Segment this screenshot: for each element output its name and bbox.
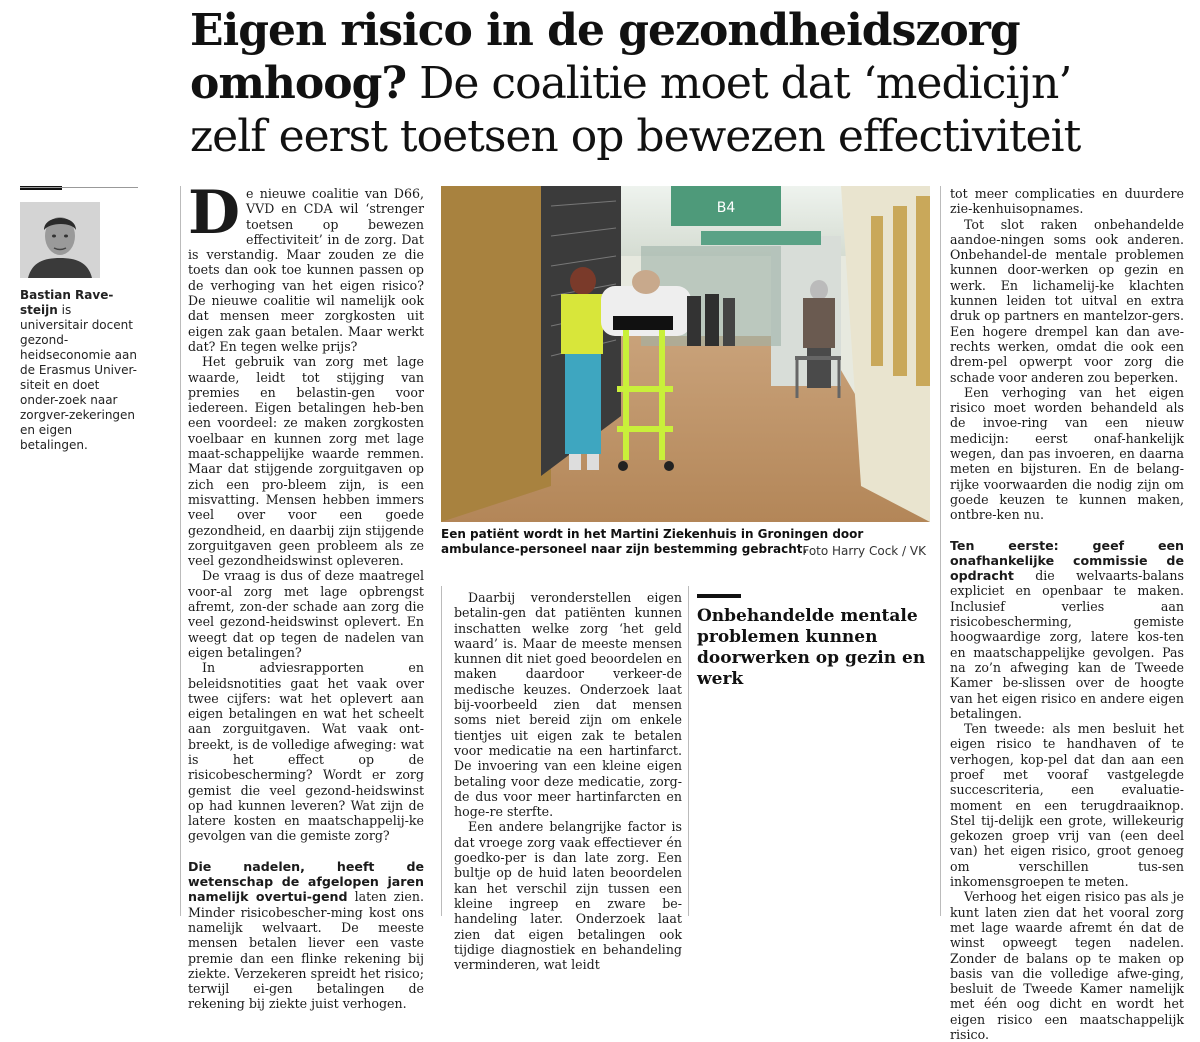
headline-line-2 <box>190 57 1190 110</box>
paragraph-lead <box>950 538 1184 722</box>
dropcap: D <box>188 178 241 248</box>
paragraph: Het gebruik van zorg met lage waarde, leidt tot stijging van premies en belastin-gen voor iedereen. Eigen betalingen heb-ben een voordeel: ze maken zorgkosten voelbaar en kunnen zorg met lage maat-schappelijke waarde remmen. Maar dat stijgende zorguitgaven op zich een pro-bleem zijn, is een misvatting. Mensen hebben immers veel over voor een goede gezondheid, en daarbij zijn stijgende zorguitgaven geen probleem als ze veel gezondheidswinst opleveren. <box>188 354 424 569</box>
article-headline <box>190 4 1190 163</box>
column-divider <box>688 586 689 916</box>
paragraph: De vraag is dus of deze maatregel voor-al zorg met lage opbrengst afremt, zon-der schade aan zorg die veel gezond-heidswinst oplevert. En weegt dat op tegen de nadelen van eigen betalingen? <box>188 568 424 660</box>
paragraph: Een verhoging van het eigen risico moet worden behandeld als de invoe-ring van een nieuw medicijn: eerst onaf-hankelijk wegen, dan pas invoeren, en daarna meten en bijsturen. En de belang-rijke voorwaarden die nodig zijn om goede keuzen te kunnen maken, ontbre-ken nu. <box>950 384 1184 523</box>
paragraph: Verhoog het eigen risico pas als je kunt laten zien dat het vooral zorg met lage waarde afremt én dat de winst opweegt tegen nadelen. Zonder de balans op te maken op basis van die volledige afwe-ging, besluit de Tweede Kamer namelijk met één oog dicht en wordt het eigen risico een maatschappelijk risico. <box>950 889 1184 1042</box>
author-portrait <box>20 202 100 278</box>
pull-quote-rule <box>697 594 741 598</box>
column-c <box>950 186 1184 1042</box>
paragraph: Tot slot raken onbehandelde aandoe-ningen soms ook anderen. Onbehandel-de mentale problemen kunnen door-werken op gezin en werk. En lichamelij-ke klachten kunnen leiden tot uitval en extra druk op partners en mantelzor-gers. Een hogere drempel kan dan ave-rechts werken, omdat die ook een drem-pel opwerpt voor zorg die schade voor anderen zou beperken. <box>950 216 1184 385</box>
pull-quote <box>697 594 927 690</box>
paragraph-text: e nieuwe coalitie van D66, VVD en CDA wil ‘strenger toetsen op bewezen effectiviteit’ in de zorg. Dat is verstandig. Maar zouden ze die toets dan ook toe kunnen passen op de verhoging van het eigen risico? De nieuwe coalitie wil namelijk ook dat mensen meer zorgkosten uit eigen zak gaan betalen. Maar werkt dat? En tegen welke prijs? <box>188 186 424 354</box>
author-name: Bastian Rave-steijn <box>20 288 114 317</box>
hospital-corridor-image <box>441 186 930 522</box>
paragraph: Ten tweede: als men besluit het eigen risico te handhaven of te verhogen, kop-pel dat dan aan een proef met vooraf vastgelegde succescriteria, een evaluatie-moment en een terugdraaiknop. Stel tij-delijk een grote, willekeurig gekozen groep vrij van (een deel van) het eigen risico, groot genoeg om verschillen tus-sen inkomensgroepen te meten. <box>950 721 1184 890</box>
pull-quote-text: Onbehandelde mentale problemen kunnen doorwerken op gezin en werk <box>697 606 926 689</box>
paragraph: In adviesrapporten en beleidsnotities gaat het vaak over twee cijfers: wat het oplevert aan eigen betalingen en wat het scheelt aan zorguitgaven. Wat vaak ont-breekt, is de volledige afweging: wat is het effect op de risicobescherming? Wordt er zorg gemist die veel gezond-heidswinst op had kunnen leveren? Wat zijn de latere kosten en maatschappelij-ke gevolgen van die gemiste zorg? <box>188 660 424 844</box>
article-photo <box>441 186 930 522</box>
column-a <box>188 178 424 1012</box>
author-bio: is universitair docent gezond-heidseconomie aan de Erasmus Univer-siteit en doet onder-zoek naar zorgver-zekeringen en eigen betalingen. <box>20 303 137 452</box>
photo-credit: Foto Harry Cock / VK <box>802 544 926 558</box>
paragraph: tot meer complicaties en duurdere zie-kenhuisopnames. <box>950 186 1184 217</box>
headline-line-2-bold: omhoog? <box>190 58 407 109</box>
author-hairline <box>20 187 138 188</box>
headline-line-1: Eigen risico in de gezondheidszorg <box>190 5 1020 56</box>
lead-text: Die nadelen, heeft de wetenschap de afgelopen jaren namelijk overtui-gend <box>188 858 424 905</box>
photo-sign-text: B4 <box>716 200 736 216</box>
paragraph: Een andere belangrijke factor is dat vroege zorg vaak effectiever én goedko-per is dan late zorg. Een bultje op de huid laten beoordelen kan het verschil zijn tussen een kleine ingreep en zware be-handeling later. Onderzoek laat zien dat eigen betalingen ook tijdige diagnostiek en behandeling verminderen, wat leidt <box>454 819 682 973</box>
author-description <box>20 288 138 453</box>
author-portrait-image <box>20 202 100 278</box>
lead-text: Ten eerste: geef een onafhankelijke commissie de opdracht <box>950 537 1184 584</box>
column-divider <box>441 586 442 916</box>
column-divider <box>940 186 941 916</box>
caption-text: Een patiënt wordt in het Martini Ziekenhuis in Groningen door ambulance-personeel naar zijn bestemming gebracht. <box>441 527 864 556</box>
paragraph <box>188 178 424 354</box>
headline-line-2-light: De coalitie moet dat ‘medicijn’ <box>406 58 1072 109</box>
paragraph-text: die welvaarts-balans expliciet en openbaar te maken. Inclusief verlies aan risicobescherming, gemiste hoogwaardige zorg, latere kos-ten en maatschappelijke gevolgen. Pas na zo’n afweging kan de Tweede Kamer be-slissen over de hoogte van het eigen risico en andere eigen betalingen. <box>950 568 1184 721</box>
paragraph: Daarbij veronderstellen eigen betalin-gen dat patiënten kunnen inschatten welke zorg ‘het geld waard’ is. Maar de meeste mensen kunnen dit niet goed beoordelen en maken daardoor verkeer-de medische keuzes. Onderzoek laat bij-voorbeeld zien dat mensen soms niet bereid zijn om enkele tientjes uit eigen zak te betalen voor medicatie na een hartinfarct. De invoering van een kleine eigen betaling voor deze medicatie, zorg-de dus voor meer hartinfarcten en hoge-re sterfte. <box>454 590 682 820</box>
paragraph-text: laten zien. Minder risicobescher-ming kost ons namelijk welvaart. De meeste mensen betalen liever een vaste premie dan een flinke rekening bij ziekte. Verzekeren spreidt het risico; terwijl ei-gen betalingen de rekening bij ziekte juist verhogen. <box>188 889 424 1012</box>
photo-caption <box>441 527 930 559</box>
headline-line-3: zelf eerst toetsen op bewezen effectiviteit <box>190 111 1081 162</box>
column-b <box>454 590 682 972</box>
author-box <box>20 186 138 453</box>
paragraph-lead <box>188 859 424 1012</box>
column-divider <box>180 186 181 916</box>
